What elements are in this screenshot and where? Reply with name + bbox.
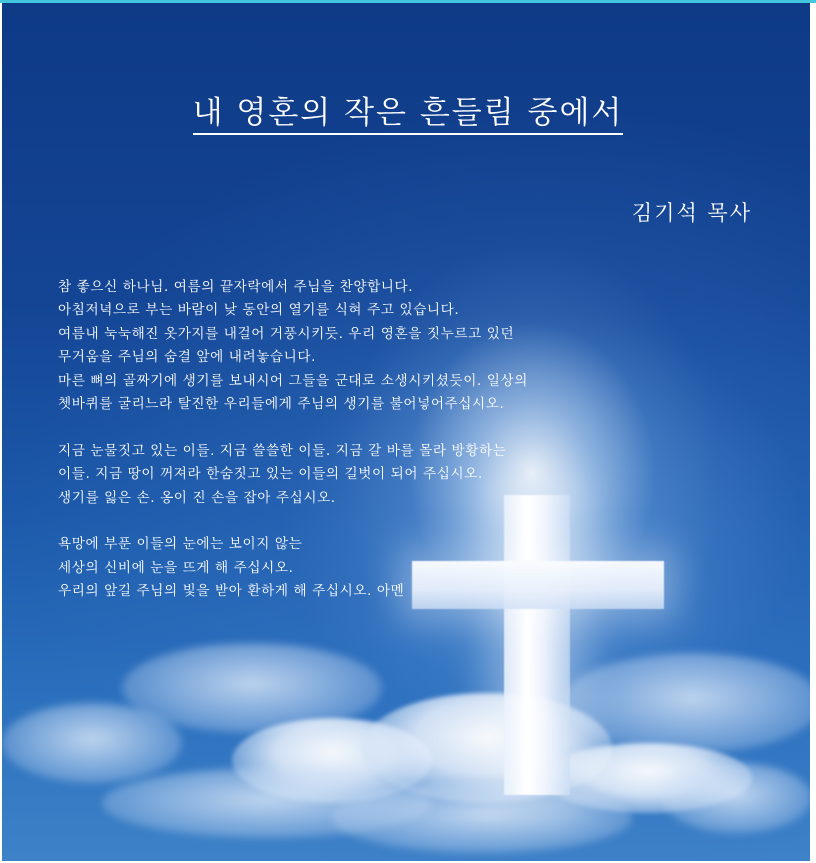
body-line: 여름내 눅눅해진 옷가지를 내걸어 거풍시키듯. 우리 영혼을 짓누르고 있던 <box>58 325 515 342</box>
body-line: 욕망에 부푼 이들의 눈에는 보이지 않는 <box>58 536 303 553</box>
page-title-text: 내 영혼의 작은 흔들림 중에서 <box>193 95 624 135</box>
body-line: 참 좋으신 하나님. 여름의 끝자락에서 주님을 찬양합니다. <box>58 279 414 295</box>
body-line: 쳇바퀴를 굴리느라 탈진한 우리들에게 주님의 생기를 불어넣어주십시오. <box>58 395 505 412</box>
sky-background <box>2 3 810 861</box>
paragraph-gap <box>58 416 778 439</box>
body-line: 세상의 신비에 눈을 뜨게 해 주십시오. <box>58 559 294 576</box>
prayer-body <box>58 276 778 603</box>
cloud <box>2 703 182 783</box>
body-line: 지금 눈물짓고 있는 이들. 지금 쓸쓸한 이들. 지금 갈 바를 몰라 방황하는 <box>58 442 507 459</box>
body-line: 무거움을 주님의 숨결 앞에 내려놓습니다. <box>58 349 317 366</box>
body-line: 아침저녁으로 부는 바람이 낮 동안의 열기를 식혀 주고 있습니다. <box>58 302 460 319</box>
body-line: 생기를 잃은 손. 옹이 진 손을 잡아 주십시오. <box>58 489 336 506</box>
body-line: 이들. 지금 땅이 꺼져라 한숨짓고 있는 이들의 길벗이 되어 주십시오. <box>58 466 483 483</box>
page-title <box>2 87 810 132</box>
paragraph-gap <box>58 510 778 533</box>
cloud <box>662 763 810 833</box>
body-line: 마른 뼈의 골짜기에 생기를 보내시어 그들을 군대로 소생시키셨듯이. 일상의 <box>58 372 528 389</box>
right-margin <box>810 3 816 863</box>
body-line: 우리의 앞길 주님의 빛을 받아 환하게 해 주십시오. 아멘 <box>58 583 405 600</box>
author-name: 김기석 목사 <box>631 201 752 225</box>
cloud <box>332 783 632 853</box>
